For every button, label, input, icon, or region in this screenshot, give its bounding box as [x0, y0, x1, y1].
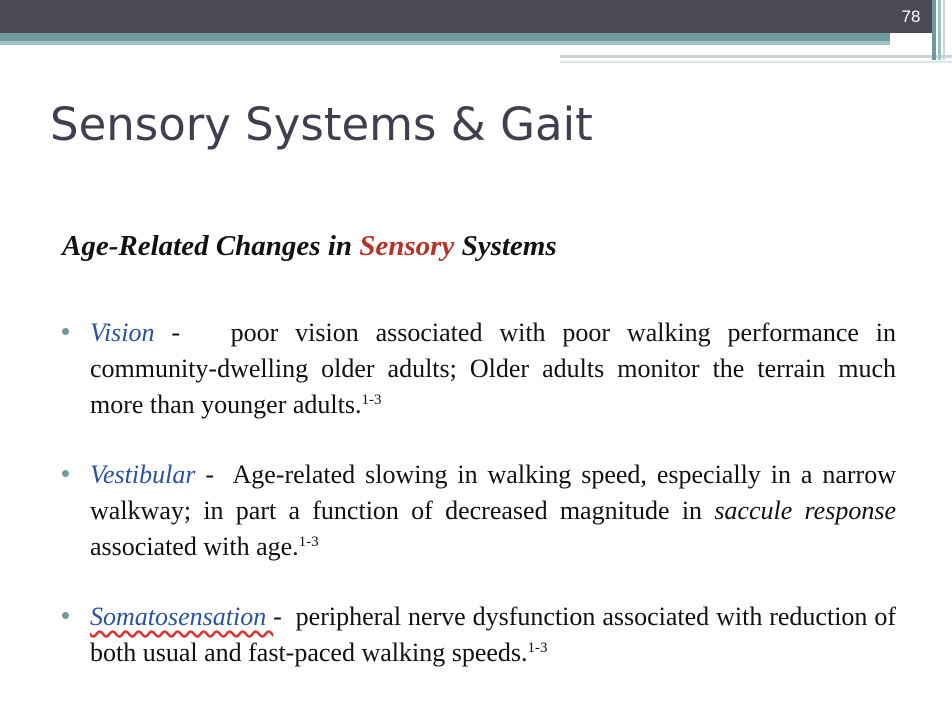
- reference-mark: 1-3: [298, 534, 319, 550]
- bullet-text: poor vision associated with poor walking performance in community-dwelling older adults; Older adults monitor the terrain much more than younger adults.: [90, 318, 896, 419]
- list-item: [62, 315, 896, 423]
- term-somatosensation: Somatosensation: [90, 602, 274, 631]
- subtitle-text: Age-Related Changes in: [62, 230, 360, 262]
- separator: -: [195, 460, 233, 489]
- list-item: [62, 457, 896, 565]
- header-divider-line-2: [560, 61, 952, 63]
- reference-mark: 1-3: [361, 392, 382, 408]
- header-bar: [0, 0, 890, 33]
- header-accent-stripe: [0, 33, 890, 41]
- reference-mark: 1-3: [527, 640, 548, 656]
- bullet-list: [62, 315, 896, 705]
- separator: -: [154, 318, 231, 347]
- bullet-text-italic: saccule response: [714, 496, 896, 525]
- slide-number: 78: [890, 0, 932, 33]
- term-vision: Vision: [90, 318, 155, 347]
- bullet-dot-icon: [62, 470, 69, 477]
- subtitle-accent: Sensory: [359, 230, 455, 262]
- corner-stripe: [932, 0, 936, 60]
- corner-stripe: [938, 0, 941, 60]
- term-vestibular: Vestibular: [90, 460, 196, 489]
- bullet-text: peripheral nerve dysfunction associated with reduction of both usual and fast-paced walking speeds.: [90, 602, 896, 667]
- bullet-dot-icon: [62, 328, 69, 335]
- list-item: [62, 599, 896, 671]
- bullet-text-end: associated with age.: [90, 532, 299, 561]
- bullet-text: Age-related slowing in walking speed, especially in a narrow walkway; in part a function of decreased magnitude in: [90, 460, 896, 525]
- header-accent-stripe-light: [0, 41, 890, 45]
- bullet-dot-icon: [62, 612, 69, 619]
- header-divider-line: [560, 55, 952, 58]
- slide-title: Sensory Systems & Gait: [50, 98, 593, 151]
- separator: -: [273, 602, 296, 631]
- subtitle-text-end: Systems: [454, 230, 557, 262]
- slide-subtitle: [62, 230, 557, 263]
- corner-stripe: [943, 0, 945, 60]
